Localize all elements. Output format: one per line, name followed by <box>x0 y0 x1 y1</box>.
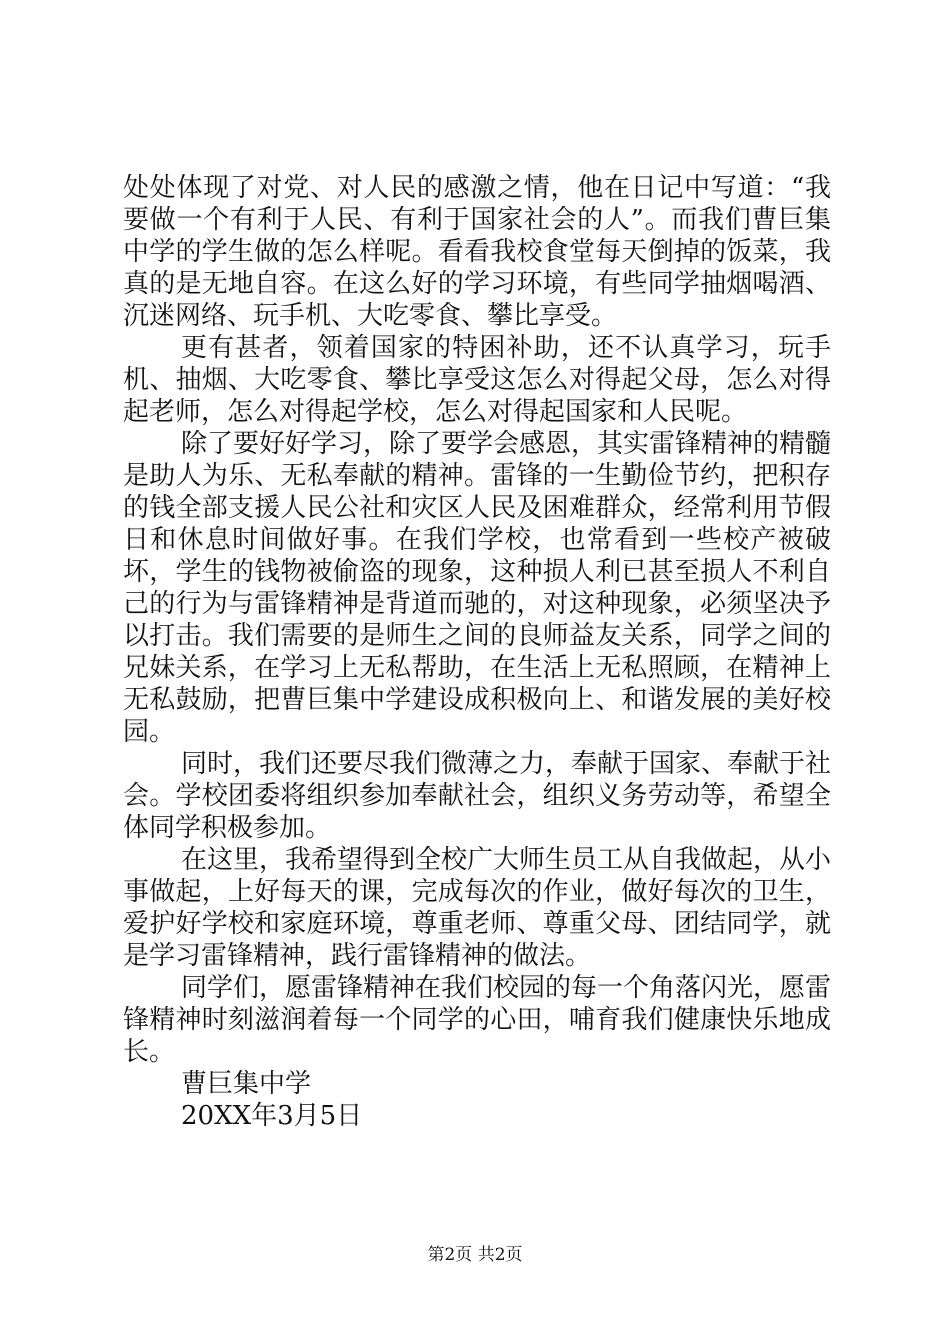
paragraph: 除了要好好学习，除了要学会感恩，其实雷锋精神的精髓是助人为乐、无私奉献的精神。雷锋的一生勤俭节约，把积存的钱全部支援人民公社和灾区人民及困难群众，经常利用节假日和休息时间做好事。在我们学校，也常看到一些校产被破坏，学生的钱物被偷盗的现象，这种损人利已甚至损人不利自己的行为与雷锋精神是背道而驰的，对这种现象，必须坚决予以打击。我们需要的是师生之间的良师益友关系，同学之间的兄妹关系，在学习上无私帮助，在生活上无私照顾，在精神上无私鼓励，把曹巨集中学建设成积极向上、和谐发展的美好校园。 <box>123 429 832 747</box>
page-footer: 第2页 共2页 <box>427 1245 523 1265</box>
document-body <box>123 172 831 1132</box>
paragraph: 同学们，愿雷锋精神在我们校园的每一个角落闪光，愿雷锋精神时刻滋润着每一个同学的心田，哺育我们健康快乐地成长。 <box>123 973 832 1067</box>
paragraph: 在这里，我希望得到全校广大师生员工从自我做起，从小事做起，上好每天的课，完成每次的作业，做好每次的卫生，爱护好学校和家庭环境，尊重老师、尊重父母、团结同学，就是学习雷锋精神，践行雷锋精神的做法。 <box>123 845 832 971</box>
signature-school: 曹巨集中学 <box>181 1069 312 1099</box>
paragraph: 同时，我们还要尽我们微薄之力，奉献于国家、奉献于社会。学校团委将组织参加奉献社会，组织义务劳动等，希望全体同学积极参加。 <box>123 749 832 843</box>
paragraph-continuation: 处处体现了对党、对人民的感激之情，他在日记中写道：“我要做一个有利于人民、有利于国家社会的人”。而我们曹巨集中学的学生做的怎么样呢。看看我校食堂每天倒掉的饭菜，我真的是无地自容。在这么好的学习环境，有些同学抽烟喝酒、沉迷网络、玩手机、大吃零食、攀比享受。 <box>123 173 831 331</box>
signature-date: 20XX年3月5日 <box>181 1101 363 1131</box>
paragraph: 更有甚者，领着国家的特困补助，还不认真学习，玩手机、抽烟、大吃零食、攀比享受这怎么对得起父母，怎么对得起老师，怎么对得起学校，怎么对得起国家和人民呢。 <box>123 333 831 427</box>
